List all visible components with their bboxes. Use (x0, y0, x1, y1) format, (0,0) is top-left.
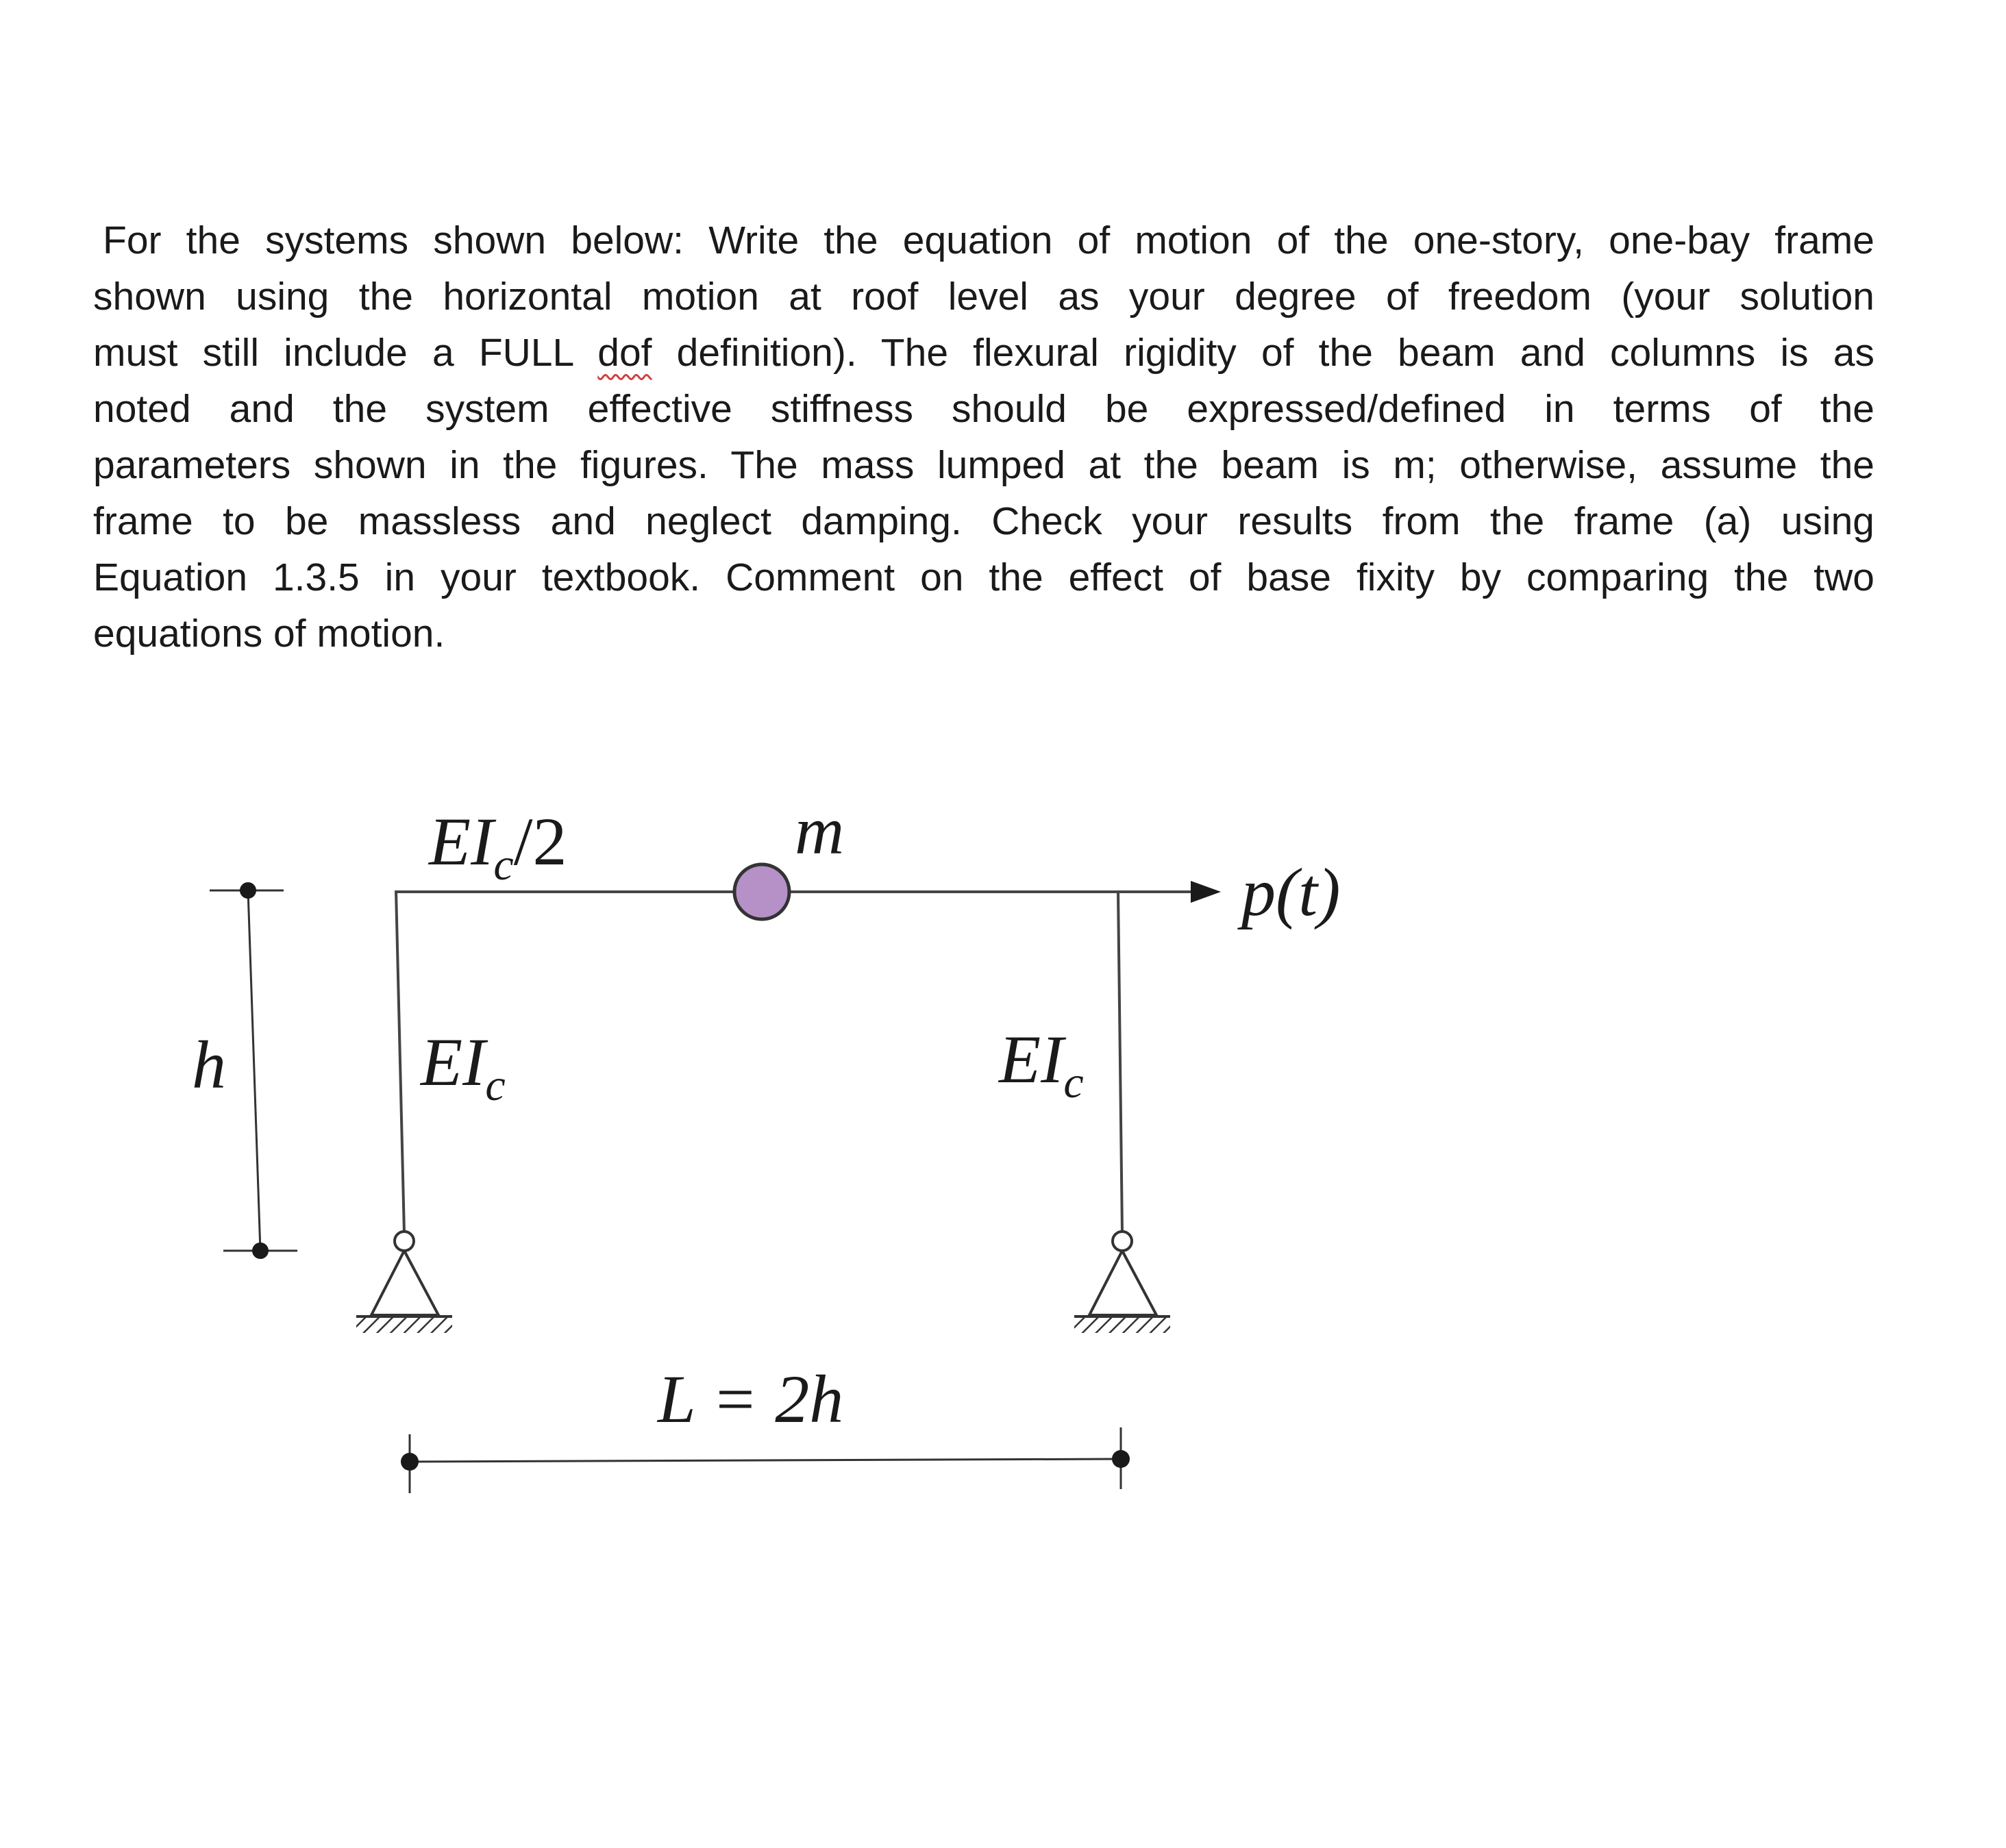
problem-line-5: parameters shown in the figures. The mass lumped at the beam is m; otherwise, assume the (93, 443, 1874, 487)
problem-line-4: noted and the system effective stiffness should be expressed/defined in terms of the (93, 387, 1874, 431)
spellcheck-flagged-word[interactable]: dof (597, 331, 652, 375)
left-column-label-base: EI (421, 1024, 486, 1100)
span-label: L = 2h (658, 1361, 844, 1437)
beam-label-base: EI (429, 803, 494, 879)
load-label: p(t) (1241, 854, 1341, 930)
beam-label-suffix: /2 (513, 803, 567, 879)
beam-label-subscript: c (493, 840, 514, 890)
right-column-label-base: EI (999, 1021, 1064, 1097)
problem-line-6: frame to be massless and neglect damping. Check your results from the frame (a) using (93, 499, 1874, 543)
problem-line-1: For the systems shown below: Write the equation of motion of the one-story, one-bay frame (103, 218, 1874, 262)
right-column-label-subscript: c (1063, 1058, 1084, 1108)
problem-line-8: equations of motion. (93, 612, 445, 655)
load-arrow-head (1191, 881, 1221, 903)
problem-line-3-end: definition). The flexural rigidity of the beam and columns is as (652, 331, 1874, 375)
lumped-mass (734, 864, 789, 919)
problem-line-7: Equation 1.3.5 in your textbook. Comment on the effect of base fixity by comparing the two (93, 555, 1874, 599)
beam-stiffness-label (428, 803, 567, 890)
span-dimension (401, 1427, 1130, 1493)
left-column-stiffness-label (419, 1024, 506, 1110)
mass-label: m (795, 792, 845, 869)
left-pin-support (356, 1232, 452, 1333)
right-column-stiffness-label (998, 1021, 1084, 1108)
left-column-label-subscript: c (485, 1060, 506, 1110)
right-pin-support (1074, 1232, 1170, 1333)
left-column-line (396, 890, 404, 1233)
height-label: h (192, 1027, 226, 1103)
problem-line-2: shown using the horizontal motion at roof level as your degree of freedom (your solution (93, 275, 1874, 319)
problem-line-3-start: must still include a FULL (93, 331, 598, 375)
right-column-line (1118, 892, 1122, 1233)
